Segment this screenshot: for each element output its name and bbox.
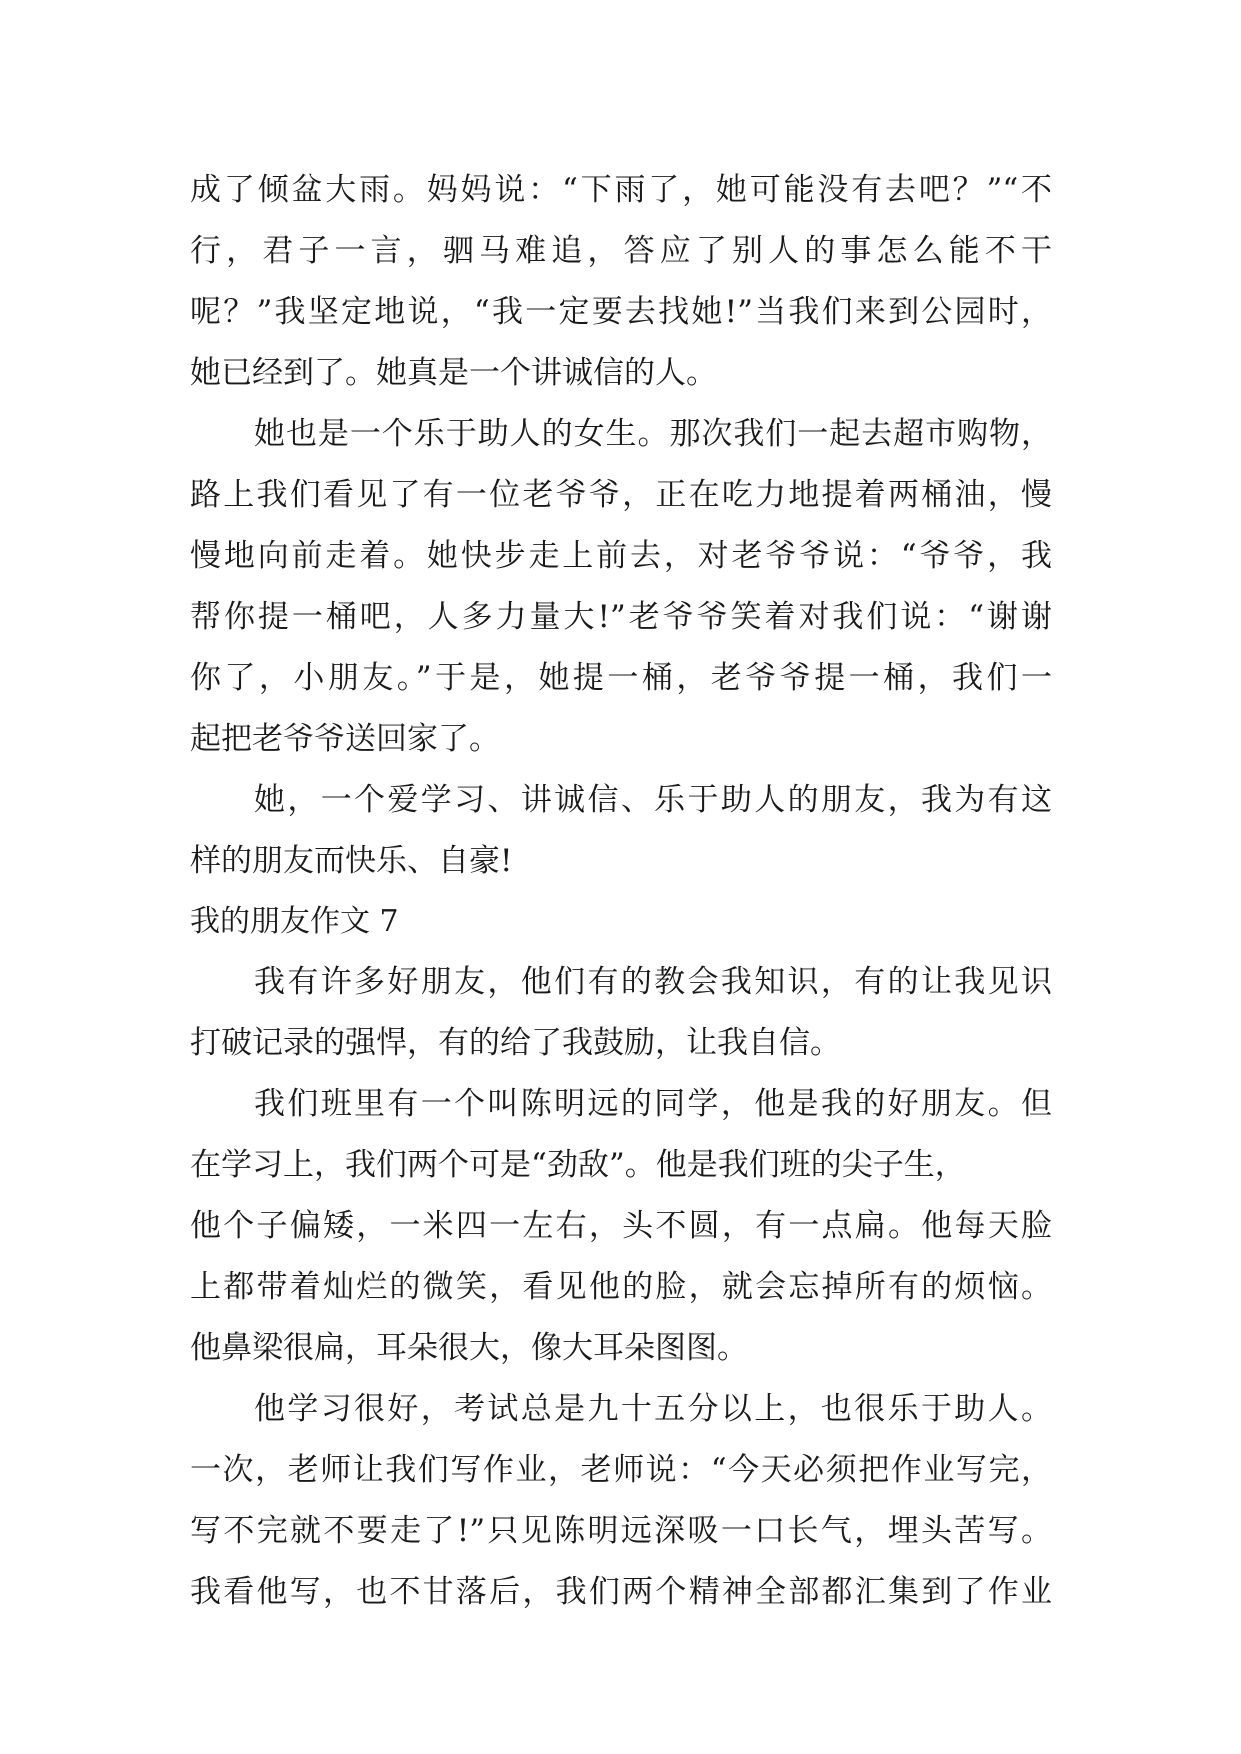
text-line: 样的朋友而快乐、自豪!	[190, 843, 513, 879]
text-line: 在学习上，我们两个可是“劲敌”。他是我们班的尖子生，	[190, 1147, 966, 1183]
text-line: 行，君子一言，驷马难追，答应了别人的事怎么能不干	[190, 233, 1052, 269]
text-line: 他个子偏矮，一米四一左右，头不圆，有一点扁。他每天脸	[190, 1208, 1052, 1244]
text-line: 路上我们看见了有一位老爷爷，正在吃力地提着两桶油，慢	[190, 477, 1052, 513]
text-line: 他鼻梁很扁，耳朵很大，像大耳朵图图。	[190, 1330, 748, 1366]
text-line: 打破记录的强悍，有的给了我鼓励，让我自信。	[190, 1025, 841, 1061]
text-line: 帮你提一桶吧，人多力量大!”老爷爷笑着对我们说：“谢谢	[190, 599, 1052, 635]
text-line: 她也是一个乐于助人的女生。那次我们一起去超市购物，	[254, 416, 1052, 452]
text-line: 我们班里有一个叫陈明远的同学，他是我的好朋友。但	[254, 1086, 1052, 1122]
text-line: 你了，小朋友。”于是，她提一桶，老爷爷提一桶，我们一	[190, 660, 1052, 696]
text-line: 我有许多好朋友，他们有的教会我知识，有的让我见识	[254, 964, 1052, 1000]
section-heading: 我的朋友作文 7	[190, 904, 399, 939]
text-line: 慢地向前走着。她快步走上前去，对老爷爷说：“爷爷，我	[190, 538, 1052, 574]
text-line: 写不完就不要走了!”只见陈明远深吸一口长气，埋头苦写。	[190, 1513, 1052, 1549]
text-line: 我看他写，也不甘落后，我们两个精神全部都汇集到了作业	[190, 1574, 1052, 1610]
text-line: 呢？”我坚定地说，“我一定要去找她!”当我们来到公园时，	[190, 294, 1052, 330]
text-line: 一次，老师让我们写作业，老师说：“今天必须把作业写完，	[190, 1452, 1052, 1488]
text-line: 成了倾盆大雨。妈妈说：“下雨了，她可能没有去吧？”“不	[190, 172, 1052, 208]
text-line: 她，一个爱学习、讲诚信、乐于助人的朋友，我为有这	[254, 782, 1052, 818]
text-line: 她已经到了。她真是一个讲诚信的人。	[190, 355, 717, 391]
document-page	[190, 160, 1052, 1623]
text-line: 他学习很好，考试总是九十五分以上，也很乐于助人。	[254, 1391, 1052, 1427]
text-line: 起把老爷爷送回家了。	[190, 721, 500, 757]
text-line: 上都带着灿烂的微笑，看见他的脸，就会忘掉所有的烦恼。	[190, 1269, 1052, 1305]
